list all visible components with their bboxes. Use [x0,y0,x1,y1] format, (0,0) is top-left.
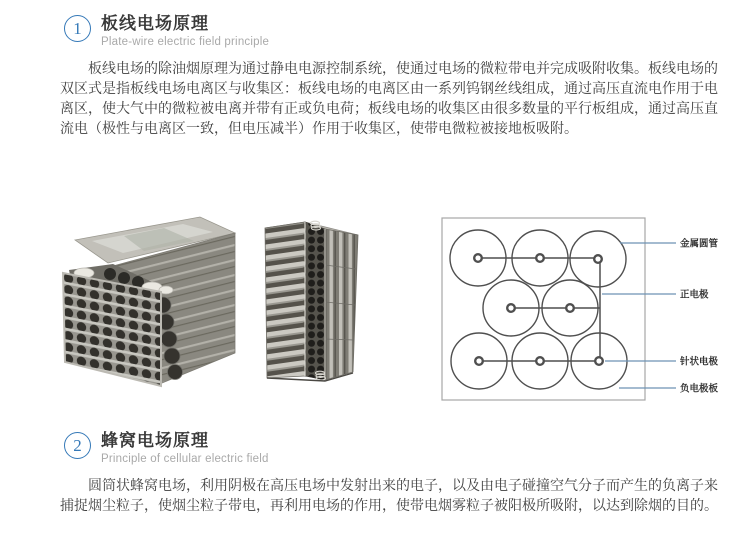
honeycomb-field-diagram-svg [430,215,750,405]
section-2-subtitle: Principle of cellular electric field [101,453,269,465]
honeycomb-field-diagram [430,215,750,405]
label-negative-plate: 负电极板 [680,383,719,395]
section-1-header [64,13,269,48]
negative-plate-outline [442,218,645,400]
section-2-number-badge: 2 [64,432,91,459]
label-positive-electrode: 正电极 [680,289,709,301]
section-2-header [64,430,269,465]
section-2-title: 蜂窝电场原理 [101,431,209,450]
label-metal-tube: 金属圆管 [680,238,719,250]
section-1-title: 板线电场原理 [101,14,209,33]
section-1-paragraph: 板线电场的除油烟原理为通过静电电源控制系统，使通过电场的微粒带电并完成吸附收集。板线电场的双区式是指板线电场电离区与收集区：板线电场的电离区由一系列钨钢丝线组成，通过高压直流电作用于电离区，使大气中的微粒被电离并带有正或负电荷；板线电场的收集区由很多数量的平行板组成，通过高压直流电（极性与电离区一致，但电压减半）作用于收集区，使带电微粒被接地板吸附。 [60,60,718,136]
section-1-subtitle: Plate-wire electric field principle [101,36,270,48]
label-needle-electrode: 针状电极 [680,356,719,368]
section-2-paragraph: 圆筒状蜂窝电场，利用阴极在高压电场中发射出来的电子，以及由电子碰撞空气分子而产生的负离子来捕捉烟尘粒子，使烟尘粒子带电，再利用电场的作用，使带电烟雾粒子被阳极所吸附，以达到除烟的目的。 [60,477,718,513]
section-1-titles [101,13,269,48]
collecting-cell-photo [262,210,372,390]
plate-wire-module-illustration [62,212,252,392]
plate-wire-module-photo [62,212,252,392]
section-2-titles [101,430,269,465]
section-1-number-badge: 1 [64,15,91,42]
collecting-cell-illustration [262,210,372,390]
